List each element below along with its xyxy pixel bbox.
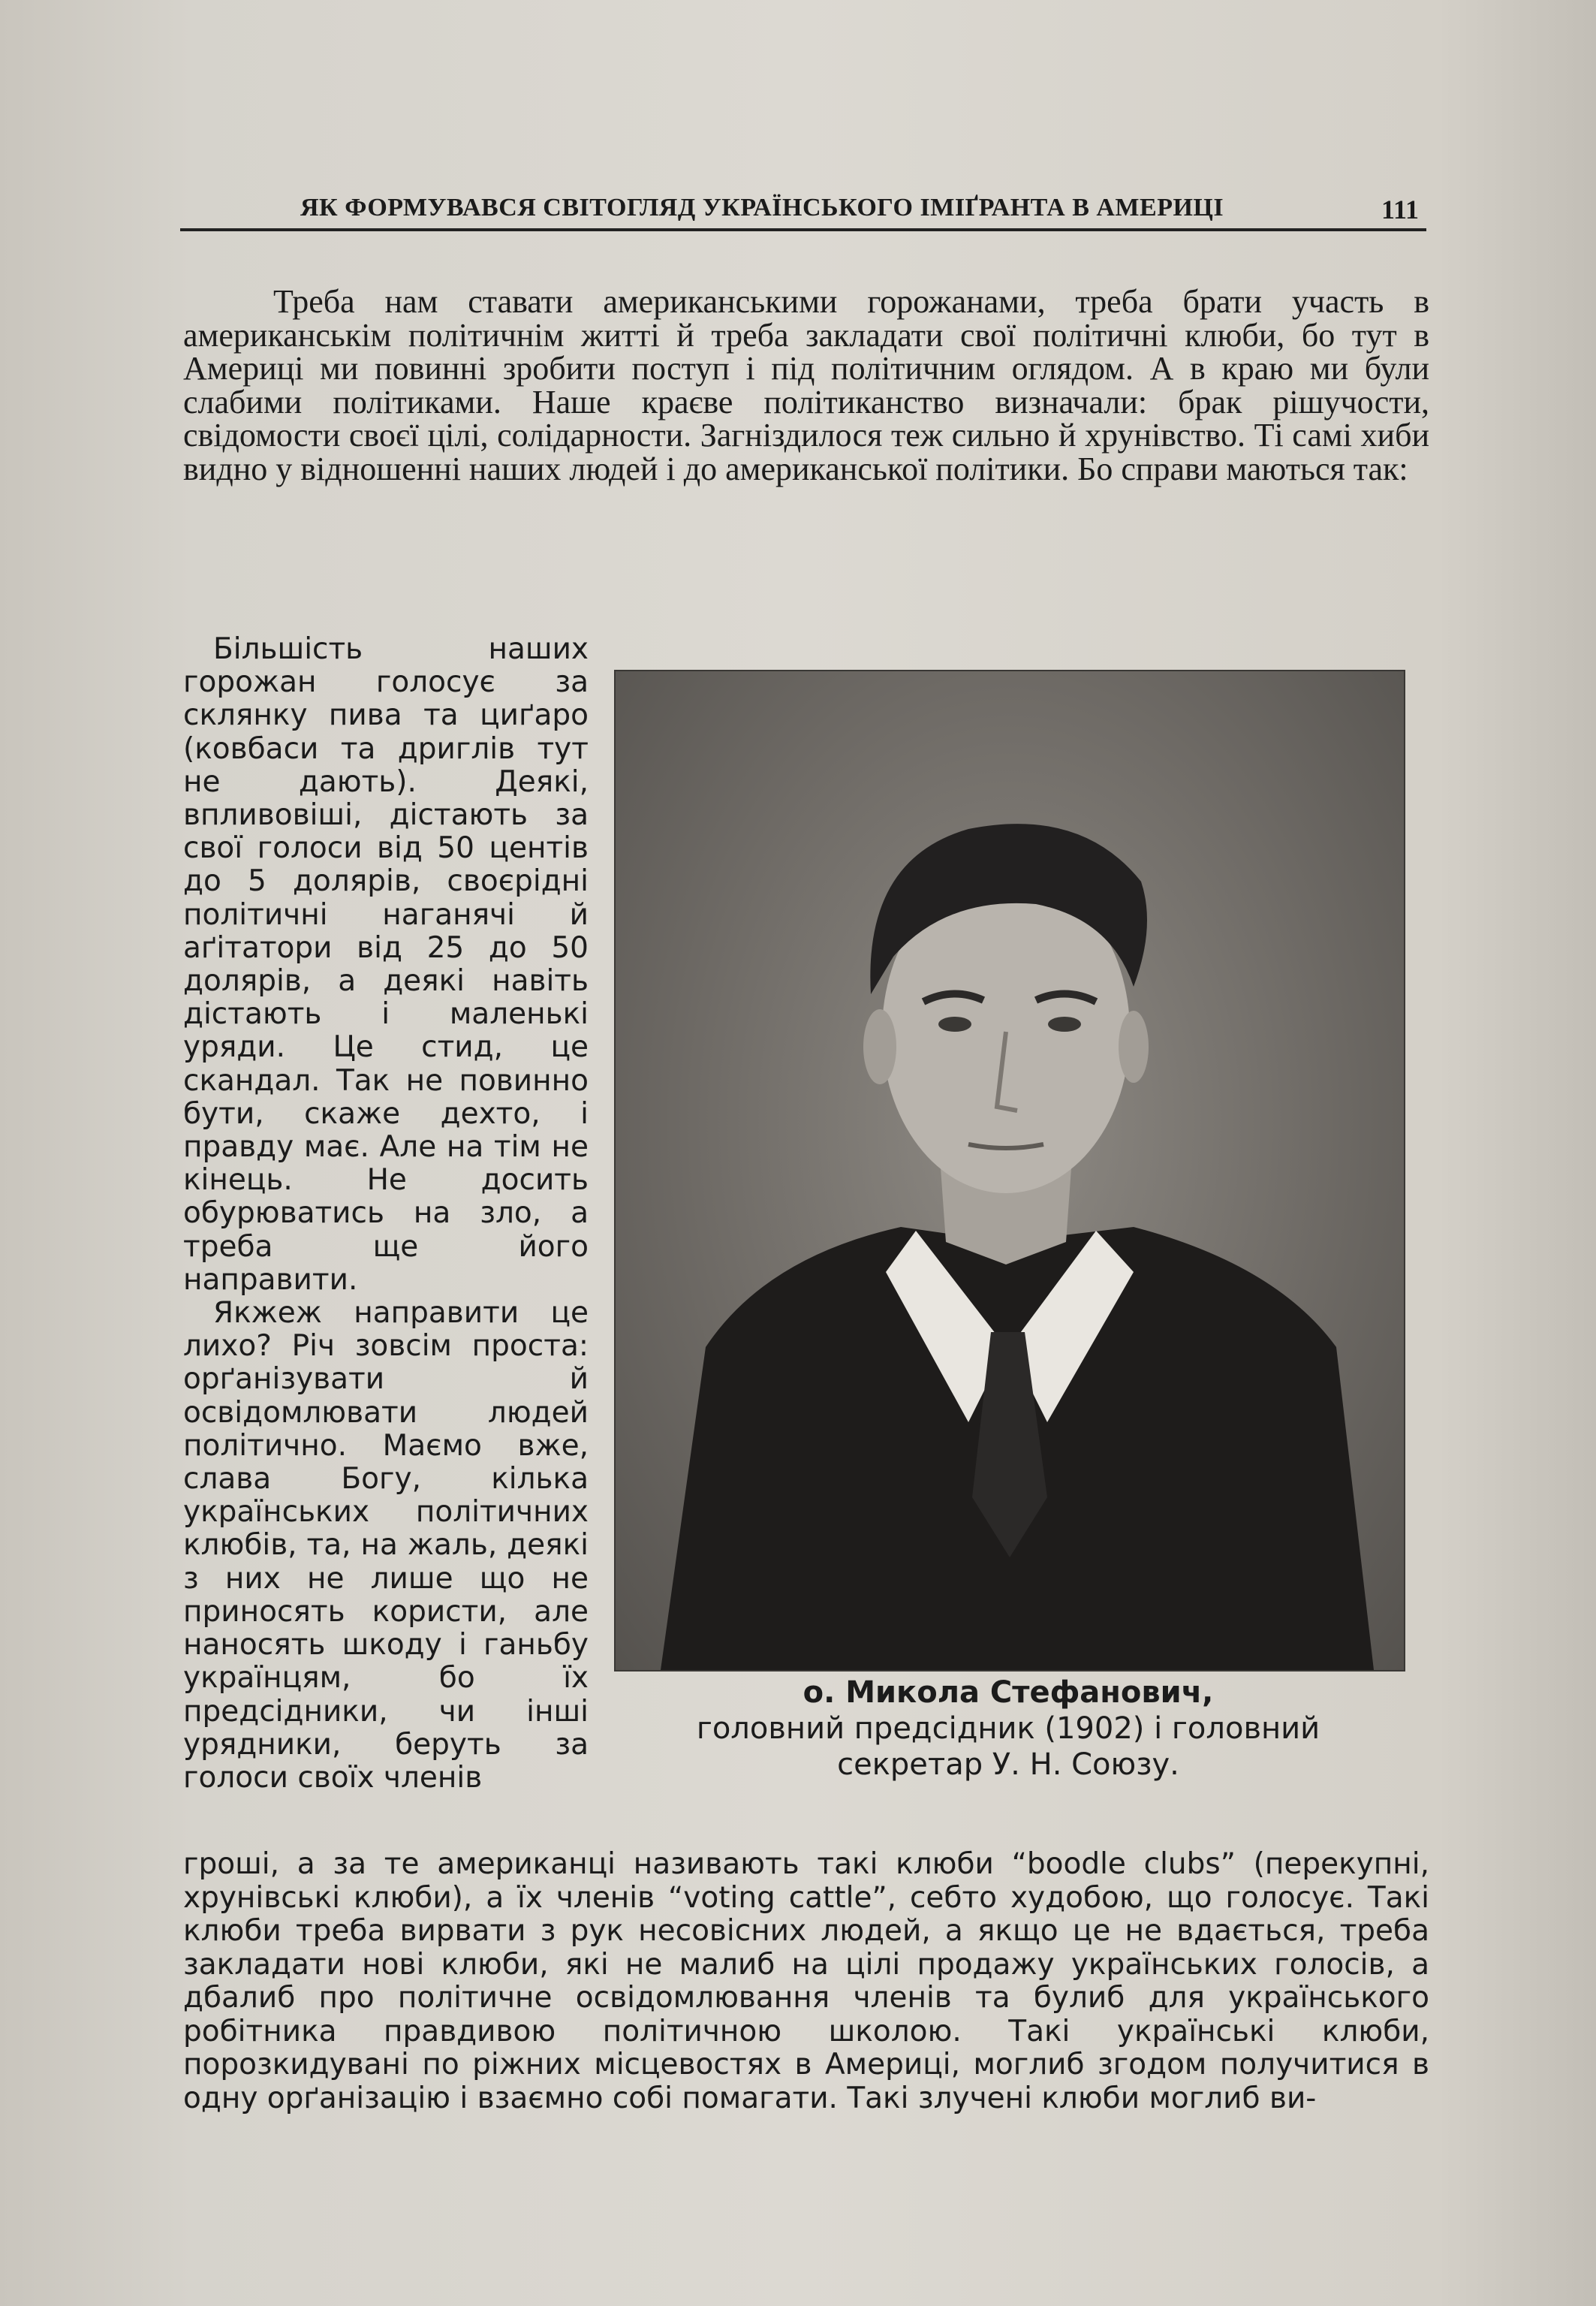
closing-text-block bbox=[183, 1848, 1429, 2115]
page-number: 111 bbox=[1381, 194, 1419, 225]
column-paragraph-2: Якжеж направити це лихо? Річ зовсім проста: орґанізувати й освідомлювати людей політично. Маємо вже, слава Богу, кілька українських політичних клюбів, та, на жаль, деякі з них не лише що не приносять користи, але наносять шкоду і ганьбу українцям, бо їх предсідники, чи інші урядники, беруть за голоси своїх членів bbox=[183, 1296, 589, 1795]
portrait-illustration bbox=[616, 671, 1404, 1670]
running-title: ЯК ФОРМУВАВСЯ СВІТОГЛЯД УКРАЇНСЬКОГО ІМІҐРАНТА В АМЕРИЦІ bbox=[300, 194, 1224, 222]
intro-text-block bbox=[183, 285, 1429, 486]
column-paragraph-1: Більшість наших горожан голосує за склянку пива та циґаро (ковбаси та дриглів тут не дають). Деякі, впливовіші, дістають за свої голоси від 50 центів до 5 долярів, своєрідні політичні наганячі й аґітатори від 25 до 50 долярів, а деякі навіть дістають і маленькі уряди. Це стид, це скандал. Так не повинно бути, скаже дехто, і правду має. Але на тім не кінець. Не досить обурюватись на зло, а треба ще його направити. bbox=[183, 632, 589, 1297]
caption-name: о. Микола Стефанович, bbox=[803, 1675, 1214, 1710]
left-column-text bbox=[183, 633, 589, 1795]
closing-paragraph: гроші, а за те американці називають такі клюби “boodle clubs” (перекупні, хрунівські клюби), а їх членів “voting cattle”, себто худобою, що голосує. Такі клюби треба вирвати з рук несовісних людей, а якщо це не вдається, треба закладати нові клюби, які не малиб на цілі продажу українських голосів, а дбалиб про політичне освідомлювання членів та булиб для українського робітника правдивою політичною школою. Такі українські клюби, порозкидувані по ріжних місцевостях в Америці, моглиб згодом получитися в одну орґанізацію і взаємно собі помагати. Такі злучені клюби моглиб ви- bbox=[183, 1847, 1429, 2115]
caption-line-2: головний предсідник (1902) і головний bbox=[696, 1711, 1320, 1746]
intro-paragraph: Треба нам ставати американськими горожанами, треба брати участь в американськім політичнім житті й треба закладати свої політичні клюби, бо тут в Америці ми повинні зробити поступ і під політичним оглядом. А в краю ми були слабими політиками. Наше краєве політиканство визначали: брак рішучости, свідомости своєї цілі, солідарности. Загніздилося теж сильно й хрунівство. Ті самі хиби видно у відношенні наших людей і до американської політики. Бо справи маються так: bbox=[183, 283, 1429, 487]
portrait-photo bbox=[614, 670, 1405, 1671]
photo-caption bbox=[614, 1674, 1402, 1783]
running-header bbox=[180, 189, 1426, 231]
caption-line-3: секретар У. Н. Союзу. bbox=[837, 1747, 1179, 1782]
